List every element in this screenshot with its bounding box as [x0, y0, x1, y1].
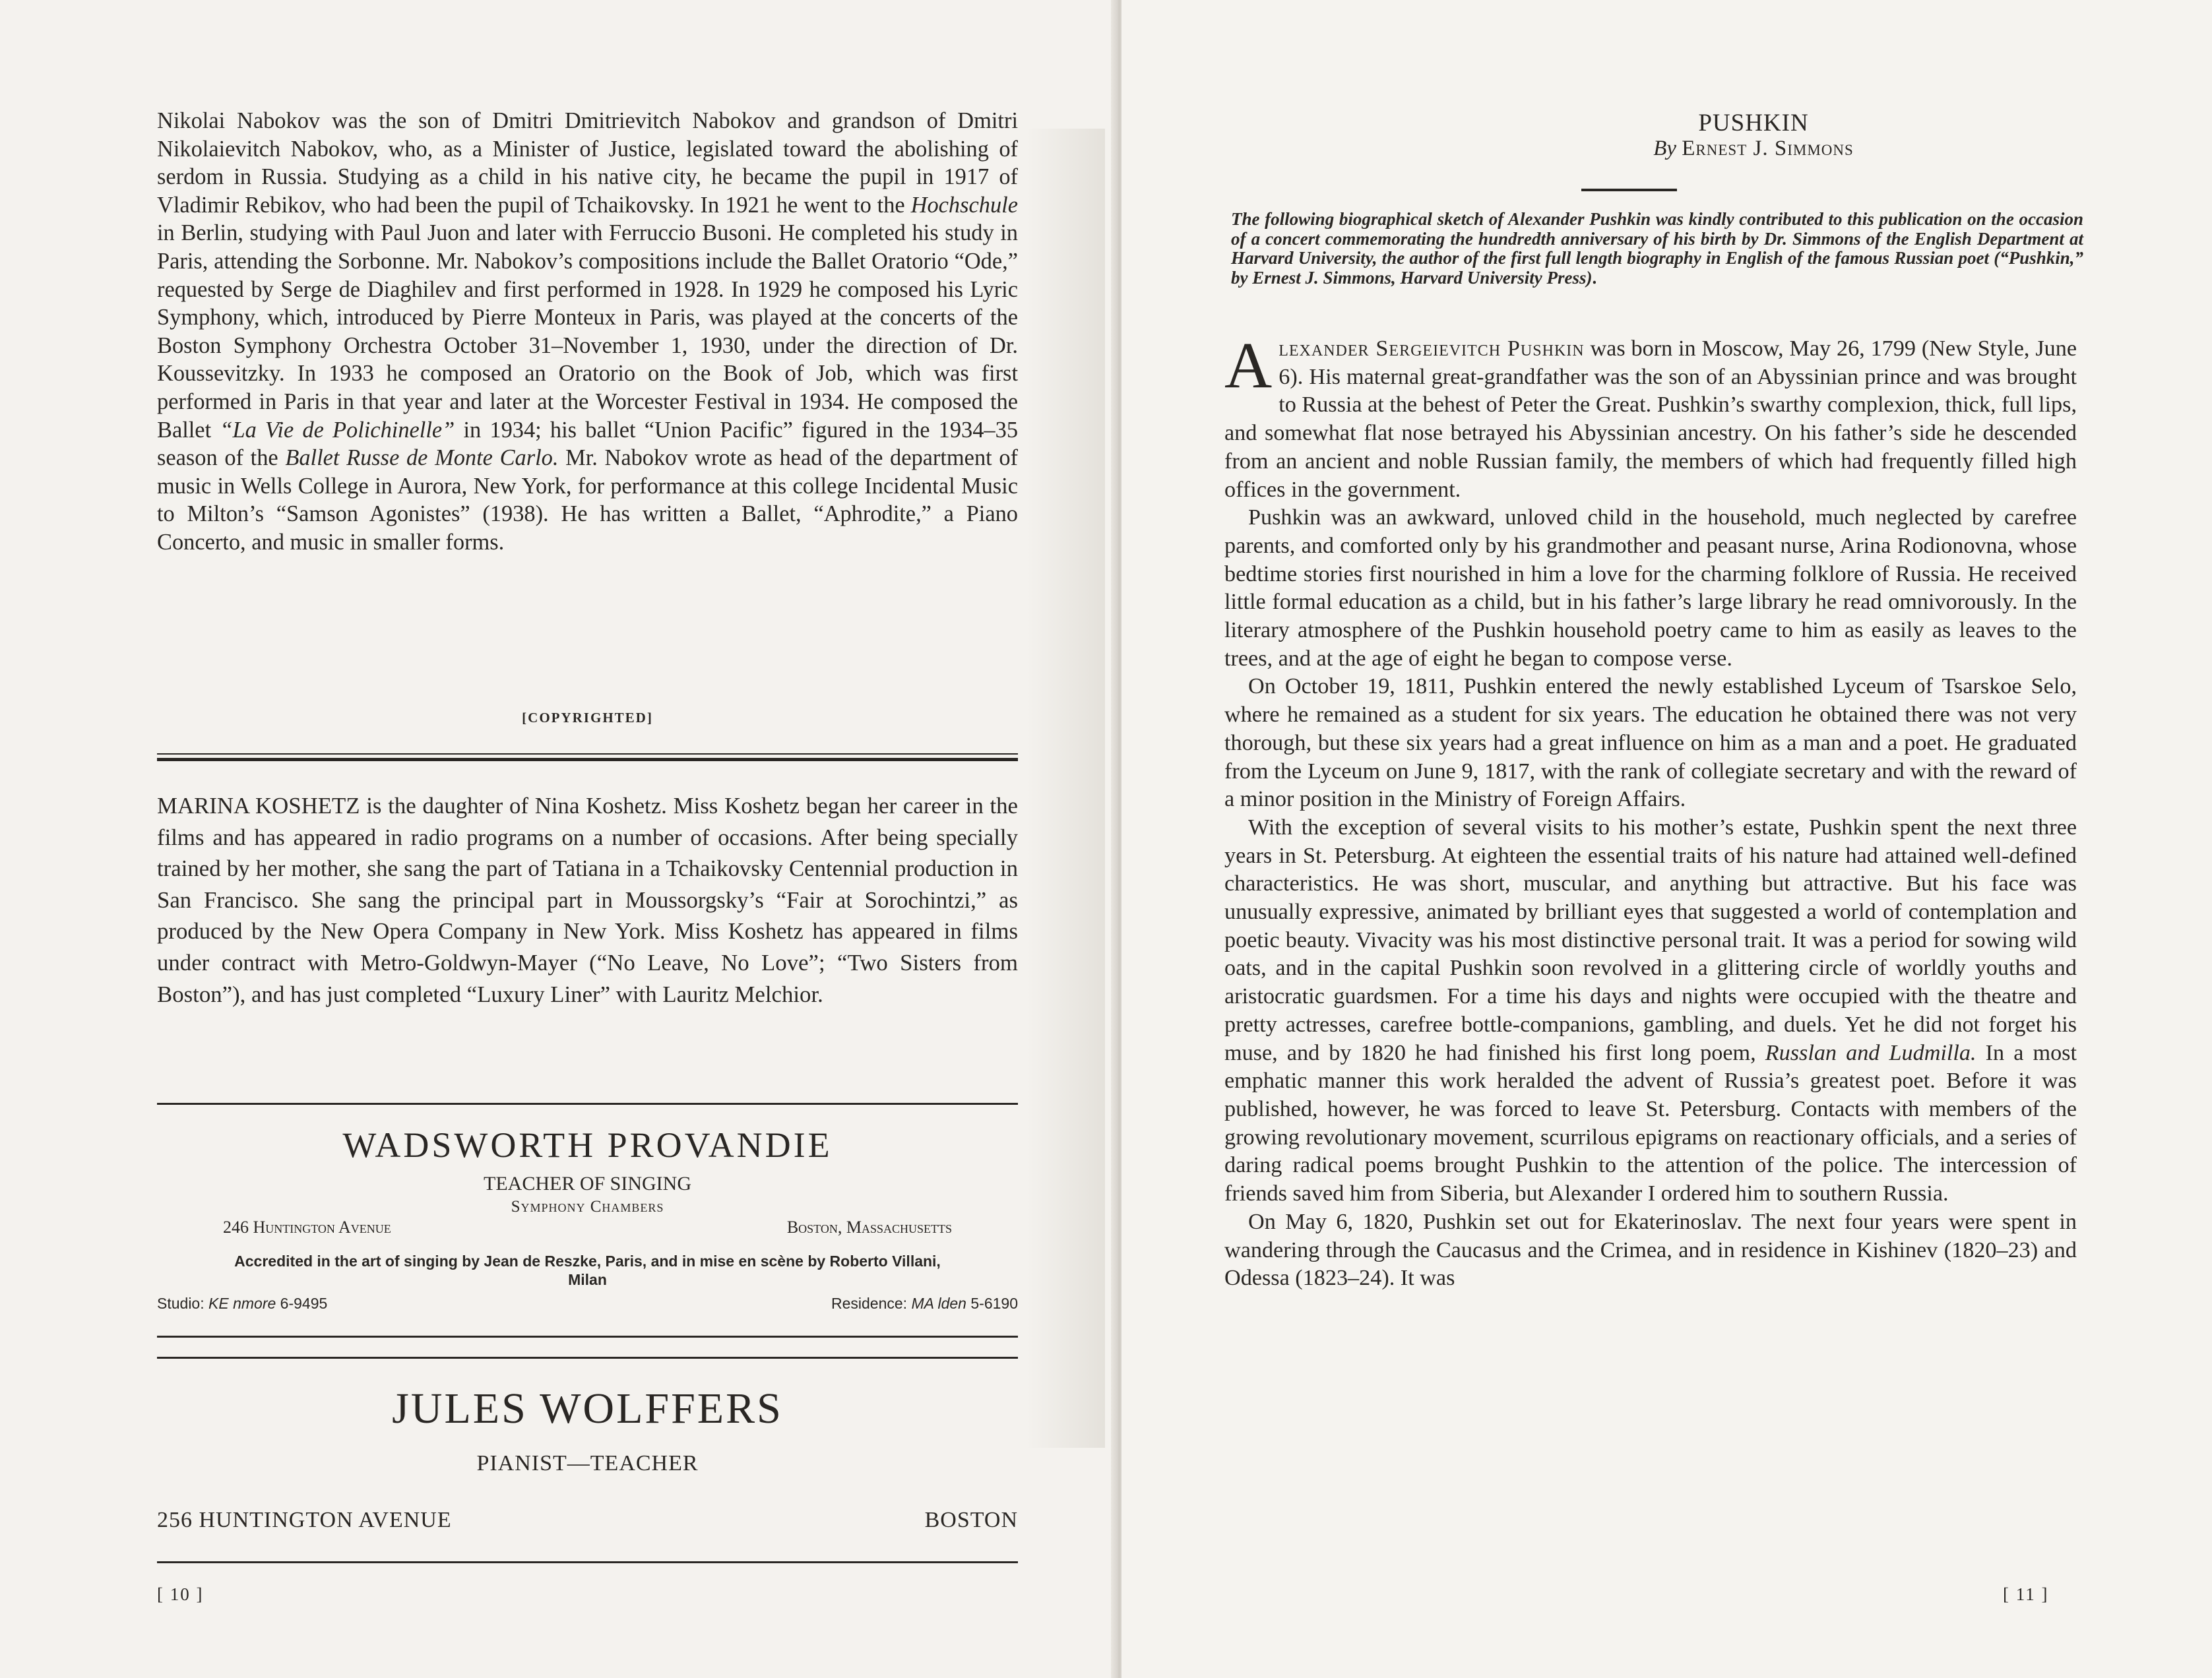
nabokov-bio-text-4: Mr. Nabokov wrote as head of the department of music in Wells College in Aurora, New York, for performance at this college Incidental Music to Milton’s “Samson Agonistes” (1938). He has written a Ballet, “Aphrodite,” a Piano Concerto, and music in smaller forms.: [157, 445, 1018, 555]
nabokov-bio-text-3: in 1934; his ballet “Union Pacific” figured in the 1934–35 season of the: [157, 417, 1019, 471]
residence-exchange: MA lden: [911, 1295, 966, 1312]
wolffers-ad-address: [157, 1508, 1018, 1533]
para4-text-b: In a most emphatic manner this work heralded the advent of Russia’s greatest poet. Before it was published, however, he was forced to leave St. Petersburg. Contacts with members of the growing revolutionary movement, scurrilous epigrams on reactionary officials, and a series of daring radical poems brought Pushkin to the attention of the police. The intercession of friends saved him from Siberia, but Alexander I ordered him to southern Russia.: [1224, 1040, 2077, 1206]
article-body: [1224, 328, 2077, 1293]
section-divider-thin: [157, 753, 1018, 755]
byline-author: Ernest J. Simmons: [1682, 137, 1854, 160]
byline-by: By: [1653, 137, 1677, 160]
wolffers-street: 256 HUNTINGTON AVENUE: [157, 1508, 452, 1532]
article-byline: [1509, 137, 1998, 161]
nabokov-bio-italic-1: Hochschule: [910, 192, 1018, 218]
provandie-phones: [157, 1295, 1018, 1313]
provandie-street: 246 Huntington Avenue: [223, 1218, 391, 1237]
provandie-ad-name: WADSWORTH PROVANDIE: [342, 1125, 833, 1165]
copyright-notice: [COPYRIGHTED]: [522, 710, 653, 726]
wolffers-ad-subtitle: PIANIST—TEACHER: [476, 1451, 699, 1476]
provandie-accreditation: Accredited in the art of singing by Jean de Reszke, Paris, and in mise en scène by Roberto Villani, Milan: [234, 1253, 941, 1288]
right-page: [1122, 0, 2212, 1678]
nabokov-bio-italic-3: Ballet Russe de Monte Carlo.: [285, 445, 559, 471]
para4-text-a: With the exception of several visits to his mother’s estate, Pushkin spent the next three years in St. Petersburg. At eighteen the essential traits of his nature had attained well-defined characteristics. He was short, muscular, and anything but attractive. But his face was unusually expressive, animated by brilliant eyes that suggested a world of contemplation and poetic beauty. Vivacity was his most distinctive personal trait. It was a period for sowing wild oats, and in the capital Pushkin soon revolved in a glittering circle of worldly youths and aristocratic guardsmen. For a time his days and nights were occupied with the theatre and pretty actresses, carefree bottle-companions, gambling, and duels. Yet he did not forget his muse, and by 1820 he had finished his first long poem,: [1224, 815, 2077, 1065]
editor-note-text: The following biographical sketch of Alexander Pushkin was kindly contributed to this publication on the occasion of a concert commemorating the hundredth anniversary of his birth by Dr. Simmons of the English Department at Harvard University, the author of the first full length biography in English of the famous Russian poet (“Pushkin,” by Ernest J. Simmons, Harvard University Press): [1231, 209, 2083, 288]
studio-label: Studio:: [157, 1295, 205, 1312]
para4-italic: Russlan and Ludmilla.: [1765, 1040, 1976, 1065]
provandie-studio-phone: [157, 1295, 327, 1313]
ad-divider-bottom: [157, 1561, 1018, 1563]
ad-divider-middle-2: [157, 1357, 1018, 1359]
nabokov-bio-italic-2: “La Vie de Polichinelle”: [220, 417, 455, 443]
ad-divider-middle-1: [157, 1336, 1018, 1338]
page-number-left: [ 10 ]: [157, 1584, 204, 1604]
provandie-ad-location: Symphony Chambers: [511, 1198, 664, 1216]
ad-divider-top: [157, 1103, 1018, 1105]
provandie-city: Boston, Massachusetts: [786, 1218, 952, 1237]
title-rule: [1581, 189, 1677, 191]
body-paragraph-2: Pushkin was an awkward, unloved child in the household, much neglected by carefree parents, and comforted only by his grandmother and peasant nurse, Arina Rodionovna, whose bedtime stories first nourished in him a love for the charming folklore of Russia. He received little formal education as a child, but in his father’s large library he read omnivorously. In the literary atmosphere of the Pushkin household poetry came to him as easily as leaves to the trees, and at the age of eight he began to compose verse.: [1224, 505, 2077, 671]
editor-note-end: .: [1592, 267, 1597, 288]
studio-number: 6-9495: [280, 1295, 328, 1312]
koshetz-bio: MARINA KOSHETZ is the daughter of Nina Koshetz. Miss Koshetz began her career in the films and has appeared in radio programs on a number of occasions. After being specially trained by her mother, she sang the part of Tatiana in a Tchaikovsky Centennial production in San Francisco. She sang the principal part in Moussorgsky’s “Fair at Sorochintzi,” as produced by the New Opera Company in New York. Miss Koshetz has appeared in films under contract with Metro-Goldwyn-Mayer (“No Leave, No Love”; “Two Sisters from Boston”), and has just completed “Luxury Liner” with Lauritz Melchior.: [157, 793, 1018, 1007]
wolffers-city: BOSTON: [924, 1508, 1018, 1532]
residence-number: 5-6190: [970, 1295, 1018, 1312]
body-paragraph-1: [1224, 328, 2077, 504]
residence-label: Residence:: [831, 1295, 908, 1312]
lead-smallcaps: lexander Sergeievitch Pushkin: [1279, 336, 1585, 361]
provandie-ad-address: [223, 1218, 952, 1237]
para1-text: was born in Moscow, May 26, 1799 (New Style, June 6). His maternal great-grandfather was the son of an Abyssinian prince and was brought to Russia at the behest of Peter the Great. Pushkin’s swarthy complexion, thick, full lips, and somewhat flat nose betrayed his Abyssinian ancestry. On his father’s side he descended from an ancient and noble Russian family, the members of which had frequently filled high offices in the government.: [1224, 336, 2077, 502]
section-divider-thick: [157, 758, 1018, 761]
nabokov-bio-text-1: Nikolai Nabokov was the son of Dmitri Dmitrievitch Nabokov and grandson of Dmitri Nikolaievitch Nabokov, who, as a Minister of Justice, legislated toward the abolishing of serdom in Russia. Studying as a child in his native city, he became the pupil in 1917 of Vladimir Rebikov, who had been the pupil of Tchaikovsky. In 1921 he went to the: [157, 108, 1018, 218]
editor-note: [1231, 210, 2083, 288]
article-title: PUSHKIN: [1698, 109, 1809, 137]
page-number-right: [ 11 ]: [2003, 1584, 2049, 1604]
provandie-residence-phone: [831, 1295, 1018, 1313]
body-paragraph-3: On October 19, 1811, Pushkin entered the newly established Lyceum of Tsarskoe Selo, where he remained as a student for six years. The education he obtained there was not very thorough, but these six years had a great influence on him as a man and a poet. He graduated from the Lyceum on June 9, 1817, with the rank of collegiate secretary and with the reward of a minor position in the Ministry of Foreign Affairs.: [1224, 674, 2077, 812]
nabokov-bio: [157, 107, 1018, 557]
nabokov-bio-text-2: in Berlin, studying with Paul Juon and later with Ferruccio Busoni. He completed his study in Paris, attending the Sorbonne. Mr. Nabokov’s compositions include the Ballet Oratorio “Ode,” requested by Serge de Diaghilev and first performed in 1928. In 1929 he composed his Lyric Symphony, which, introduced by Pierre Monteux in Paris, was played at the concerts of the Boston Symphony Orchestra October 31–November 1, 1930, under the direction of Dr. Koussevitzky. In 1933 he composed an Oratorio on the Book of Job, which was first performed in Paris in that year and later at the Worcester Festival in 1934. He composed the Ballet: [157, 220, 1018, 443]
body-paragraph-4: [1224, 814, 2077, 1208]
studio-exchange: KE nmore: [208, 1295, 276, 1312]
wolffers-ad-name: JULES WOLFFERS: [392, 1384, 783, 1433]
body-paragraph-5: On May 6, 1820, Pushkin set out for Ekaterinoslav. The next four years were spent in wandering through the Caucasus and the Crimea, and in residence in Kishinev (1820–23) and Odessa (1823–24). It was: [1224, 1209, 2077, 1291]
drop-cap: A: [1224, 328, 1273, 402]
page-shadow: [1026, 129, 1105, 1448]
provandie-ad-subtitle: TEACHER OF SINGING: [484, 1173, 691, 1195]
